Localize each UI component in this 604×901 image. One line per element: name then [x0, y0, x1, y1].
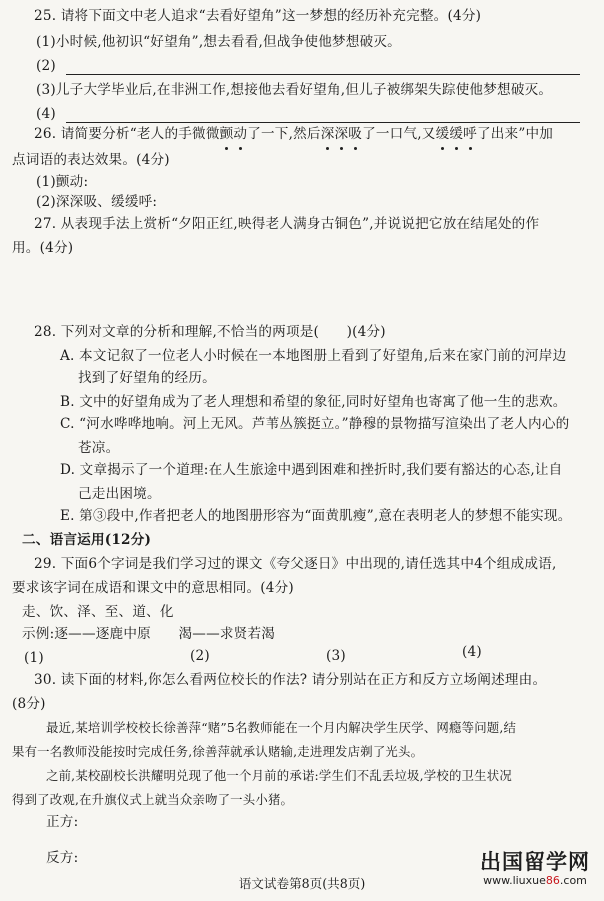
- logo-url-post: .com: [559, 874, 587, 887]
- logo-url-num: 86: [545, 874, 560, 887]
- page-footer: 语文试卷第8页(共8页): [238, 876, 366, 891]
- q28-option-a-line-1: A. 本文记叙了一位老人小时候在一本地图册上看到了好望角,后来在家门前的河岸边: [60, 348, 567, 364]
- q29-blank-2[interactable]: (2): [190, 648, 210, 664]
- q29-blank-4[interactable]: (4): [462, 644, 482, 660]
- q30-line-1: 30. 读下面的材料,你怎么看两位校长的作法? 请分别站在正方和反方立场阐述理由。: [34, 672, 547, 688]
- q30-material-2-line-1: 之前,某校副校长洪耀明兑现了他一个月前的承诺:学生们不乱丢垃圾,学校的卫生状况: [46, 768, 512, 783]
- q30-material-2-line-2: 得到了改观,在升旗仪式上就当众亲吻了一头小猪。: [12, 792, 294, 807]
- q26-line-2: 点词语的表达效果。(4分): [12, 152, 170, 168]
- logo-url-pre: www.liuxue: [483, 874, 546, 887]
- q30-pro-label: 正方:: [46, 814, 79, 830]
- q30-material-1-line-1: 最近,某培训学校校长徐善萍“赌”5名教师能在一个月内解决学生厌学、网瘾等问题,结: [46, 720, 517, 735]
- q28-option-d-line-1: D. 文章揭示了一个道理:在人生旅途中遇到困难和挫折时,我们要有豁达的心态,让自: [60, 462, 563, 478]
- q28-option-e: E. 第③段中,作者把老人的地图册形容为“面黄肌瘦”,意在表明老人的梦想不能实现。: [60, 508, 572, 524]
- q28-option-d-line-2: 己走出困境。: [78, 486, 161, 502]
- section-2-heading: 二、语言运用(12分): [22, 532, 152, 548]
- q29-characters: 走、饮、泽、至、道、化: [22, 604, 174, 620]
- q29-example: 示例:逐——逐鹿中原 渴——求贤若渴: [22, 626, 276, 642]
- q25-item-1: (1)小时候,他初识“好望角”,想去看看,但战争使他梦想破灭。: [36, 34, 401, 50]
- q25-answer-line-4[interactable]: [66, 122, 580, 123]
- q28-title: 28. 下列对文章的分析和理解,不恰当的两项是( )(4分): [34, 324, 386, 340]
- q27-line-2: 用。(4分): [12, 240, 74, 256]
- logo-url: [480, 874, 590, 887]
- q30-line-2: (8分): [12, 696, 46, 712]
- q30-material-1-line-2: 果有一名教师没能按时完成任务,徐善萍就承认赌输,走进理发店剃了光头。: [12, 744, 424, 759]
- q25-answer-line-2[interactable]: [66, 74, 580, 75]
- q26-answer-2-label: (2)深深吸、缓缓呼:: [36, 194, 158, 210]
- q28-option-a-line-2: 找到了好望角的经历。: [78, 370, 216, 386]
- q28-option-b: B. 文中的好望角成为了老人理想和希望的象征,同时好望角也寄寓了他一生的悲欢。: [60, 394, 567, 410]
- q26-line-1: 26. 请简要分析“老人的手微微颤动了一下,然后深深吸了一口气,又缓缓呼了出来”中加: [34, 126, 554, 142]
- q26-answer-1-label: (1)颤动:: [36, 174, 89, 190]
- q30-con-label: 反方:: [46, 850, 79, 866]
- q25-title: 25. 请将下面文中老人追求“去看好望角”这一梦想的经历补充完整。(4分): [34, 8, 482, 24]
- q29-line-1: 29. 下面6个字词是我们学习过的课文《夸父逐日》中出现的,请任选其中4个组成成语,: [34, 556, 557, 572]
- q28-option-c-line-2: 苍凉。: [78, 440, 120, 456]
- q25-item-4-label: (4): [36, 106, 56, 122]
- logo-name: 出国留学网: [480, 850, 590, 874]
- q29-blank-1[interactable]: (1): [24, 650, 44, 666]
- emphasis-dots: [34, 126, 553, 146]
- site-logo: [480, 846, 590, 887]
- q27-line-1: 27. 从表现手法上赏析“夕阳正红,映得老人满身古铜色”,并说说把它放在结尾处的作: [34, 216, 540, 232]
- q25-item-2-label: (2): [36, 58, 56, 74]
- q29-line-2: 要求该字词在成语和课文中的意思相同。(4分): [12, 580, 294, 596]
- q28-option-c-line-1: C. “河水哗哗地响。河上无风。芦苇丛簇挺立。”静穆的景物描写渲染出了老人内心的: [60, 416, 570, 432]
- q29-blank-3[interactable]: (3): [326, 648, 346, 664]
- q25-item-3: (3)儿子大学毕业后,在非洲工作,想接他去看好望角,但儿子被绑架失踪使他梦想破灭。: [36, 82, 553, 98]
